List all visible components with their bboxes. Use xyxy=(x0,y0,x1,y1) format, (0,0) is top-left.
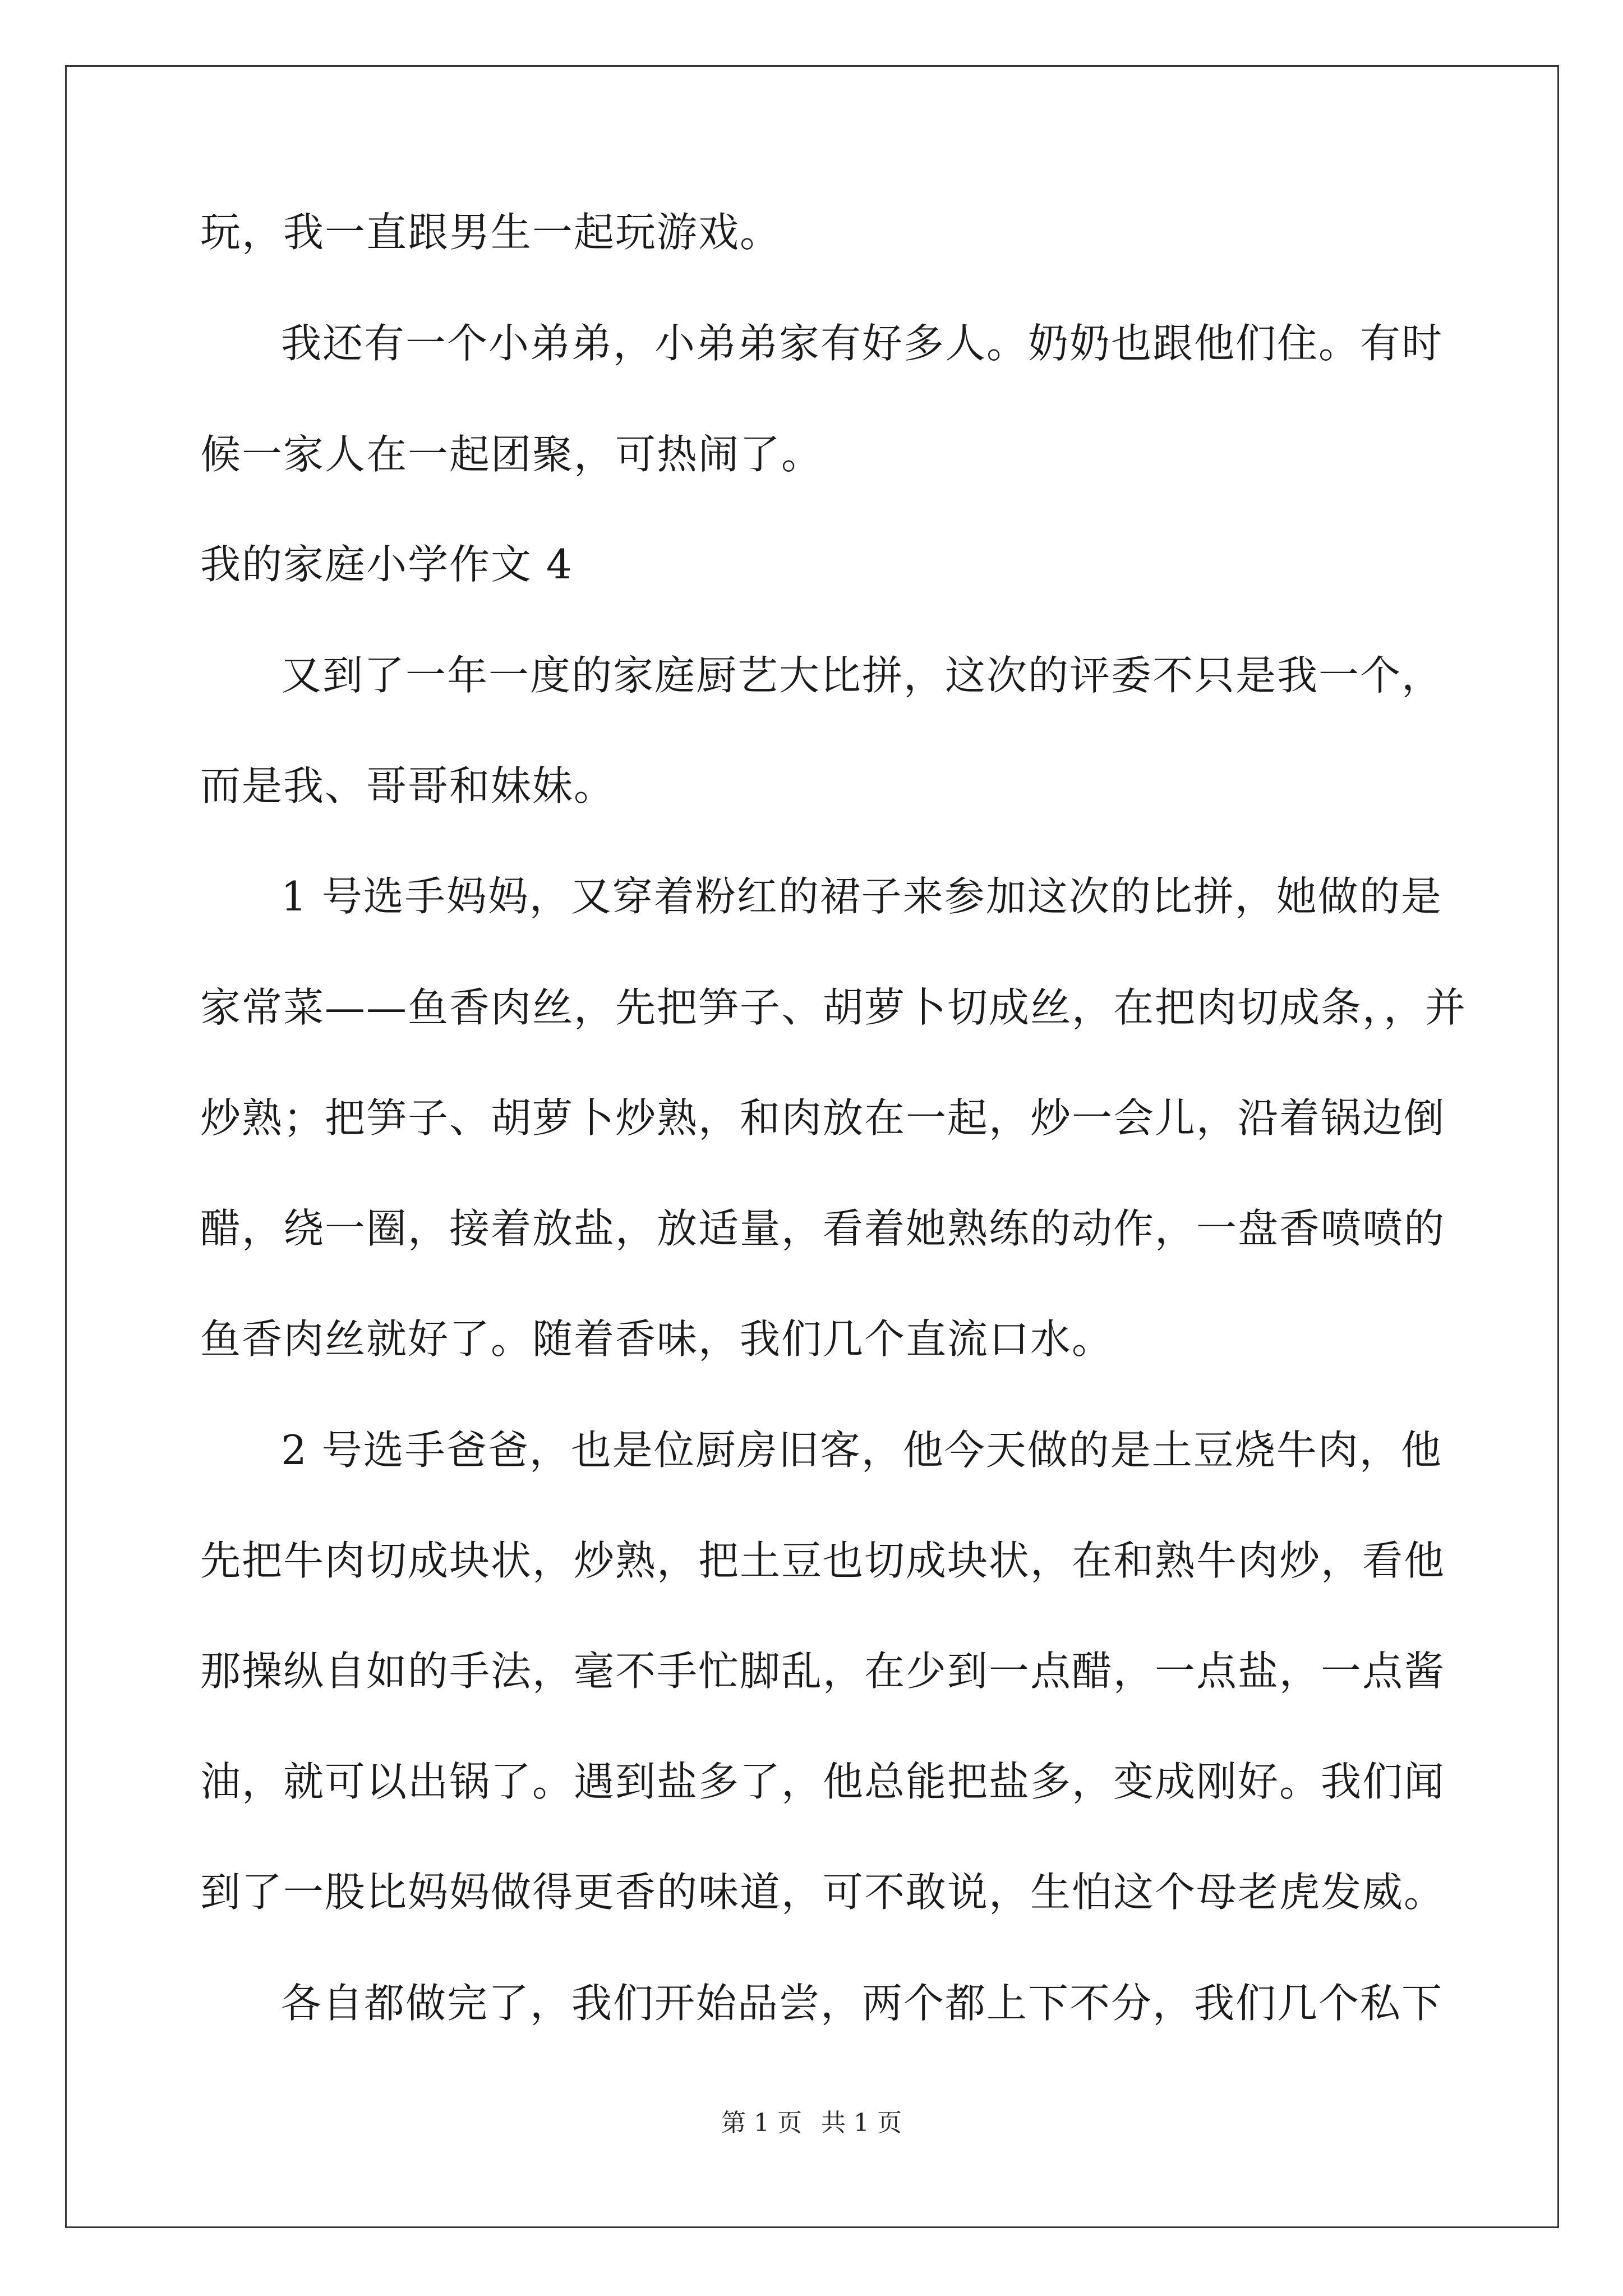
text-line: 炒熟；把笋子、胡萝卜炒熟，和肉放在一起，炒一会儿，沿着锅边倒 xyxy=(200,1094,1446,1142)
paragraph-first-line: 各自都做完了，我们开始品尝，两个都上下不分，我们几个私下 xyxy=(281,1980,1444,2027)
section-heading: 我的家庭小学作文 4 xyxy=(200,541,573,588)
page-footer xyxy=(0,2106,1623,2140)
text-line: 到了一股比妈妈做得更香的味道，可不敢说，生怕这个母老虎发威。 xyxy=(200,1869,1446,1916)
text-line: 醋，绕一圈，接着放盐，放适量，看着她熟练的动作，一盘香喷喷的 xyxy=(200,1205,1446,1252)
text-line: 先把牛肉切成块状，炒熟，把土豆也切成块状，在和熟牛肉炒，看他 xyxy=(200,1537,1446,1584)
text-line: 候一家人在一起团聚，可热闹了。 xyxy=(200,431,823,478)
page-number: 第 1 页 xyxy=(721,2109,802,2137)
text-line: 鱼香肉丝就好了。随着香味，我们几个直流口水。 xyxy=(200,1315,1114,1363)
paragraph-first-line: 2 号选手爸爸，也是位厨房旧客，他今天做的是土豆烧牛肉，他 xyxy=(281,1427,1442,1474)
page-total: 共 1 页 xyxy=(821,2109,902,2137)
text-line: 玩，我一直跟男生一起玩游戏。 xyxy=(200,209,782,256)
paragraph-first-line: 1 号选手妈妈，又穿着粉红的裙子来参加这次的比拼，她做的是 xyxy=(281,873,1442,920)
paragraph-first-line: 又到了一年一度的家庭厨艺大比拼，这次的评委不只是我一个， xyxy=(281,652,1444,699)
text-line: 而是我、哥哥和妹妹。 xyxy=(200,762,616,809)
text-line: 油，就可以出锅了。遇到盐多了，他总能把盐多，变成刚好。我们闻 xyxy=(200,1758,1446,1805)
paragraph-first-line: 我还有一个小弟弟，小弟弟家有好多人。奶奶也跟他们住。有时 xyxy=(281,320,1444,367)
text-line: 那操纵自如的手法，毫不手忙脚乱，在少到一点醋，一点盐，一点酱 xyxy=(200,1648,1446,1695)
text-line: 家常菜——鱼香肉丝，先把笋子、胡萝卜切成丝，在把肉切成条，，并 xyxy=(200,984,1467,1031)
